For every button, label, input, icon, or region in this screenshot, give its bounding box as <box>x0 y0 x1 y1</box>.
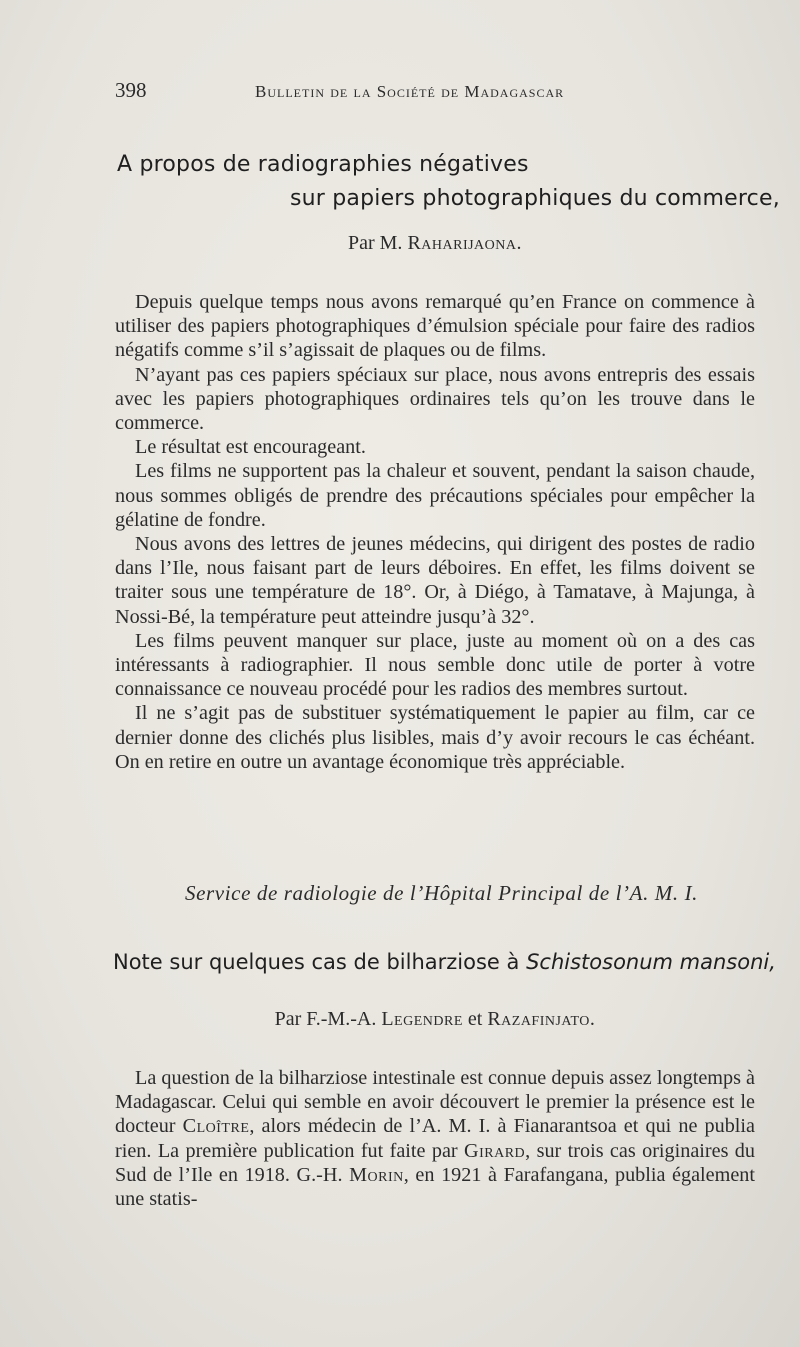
article1-signature: Service de radiologie de l’Hôpital Principal de l’A. M. I. <box>185 881 699 905</box>
byline-author: Legendre <box>381 1008 463 1030</box>
byline-prefix: Par F.-M.-A. <box>274 1008 377 1030</box>
byline-author: Razafinjato. <box>487 1008 596 1030</box>
person-name: Morin <box>349 1163 404 1186</box>
paragraph: Le résultat est encourageant. <box>135 436 366 459</box>
person-name: Girard <box>464 1139 526 1162</box>
article2-title <box>113 950 776 974</box>
text-run: La question de la bilharziose intestinale est connue depuis assez longtemps à Madagascar. Celui qui semble en avoir découvert le premier la présence est le docteur <box>115 1067 755 1138</box>
text-run: , alors médecin de l’A. M. I. à Fianarantsoa et qui ne publia rien. La première publication fut faite par <box>115 1115 755 1162</box>
article2-body <box>115 1066 755 1211</box>
paragraph: Il ne s’agit pas de substituer systématiquement le papier au film, car ce dernier donne des clichés plus lisibles, mais d’y avoir recours le cas échéant. On en retire en outre un avantage économique très appréciable. <box>115 702 755 773</box>
page-number: 398 <box>115 78 147 102</box>
byline-conjunction: et <box>467 1008 483 1030</box>
person-name: Cloître <box>182 1115 250 1138</box>
article2-title-species: Schistosonum mansoni, <box>526 950 776 974</box>
article1-title-line2: sur papiers photographiques du commerce, <box>290 186 780 211</box>
article2-byline <box>0 1008 800 1031</box>
running-head: Bulletin de la Société de Madagascar <box>255 82 565 101</box>
paragraph <box>115 1066 755 1211</box>
text-run: , en 1921 à Farafangana, publia également une statis- <box>115 1163 755 1211</box>
paragraph: Les films ne supportent pas la chaleur et souvent, pendant la saison chaude, nous sommes obligés de prendre des précautions spéciales pour empêcher la gélatine de fondre. <box>115 460 755 531</box>
paragraph: Les films peuvent manquer sur place, juste au moment où on a des cas intéressants à radiographier. Il nous semble donc utile de porter à votre connaissance ce nouveau procédé pour les radios des membres surtout. <box>115 629 755 701</box>
paragraph: Depuis quelque temps nous avons remarqué qu’en France on commence à utiliser des papiers photographiques d’émulsion spéciale pour faire des radios négatifs comme s’il s’agissait de plaques ou de films. <box>115 291 755 362</box>
page-header <box>115 78 755 108</box>
byline-author: Raharijaona. <box>407 232 522 254</box>
text-run: , sur trois cas originaires du Sud de l’Ile en 1918. G.-H. <box>115 1139 755 1186</box>
article1-body <box>115 290 755 774</box>
article2-title-text: Note sur quelques cas de bilharziose à <box>113 950 520 974</box>
paragraph: Nous avons des lettres de jeunes médecins, qui dirigent des postes de radio dans l’Ile, nous faisant part de leurs déboires. En effet, les films doivent se traiter sous une température de 18°. Or, à Diégo, à Tamatave, à Majunga, à Nossi-Bé, la température peut atteindre jusqu’à 32°. <box>115 533 755 628</box>
article1-title-line1: A propos de radiographies négatives <box>117 152 529 177</box>
byline-prefix: Par M. <box>347 232 403 254</box>
article1-byline <box>0 232 800 255</box>
paragraph: N’ayant pas ces papiers spéciaux sur place, nous avons entrepris des essais avec les papiers photographiques ordinaires tels qu’on les trouve dans le commerce. <box>115 363 755 435</box>
